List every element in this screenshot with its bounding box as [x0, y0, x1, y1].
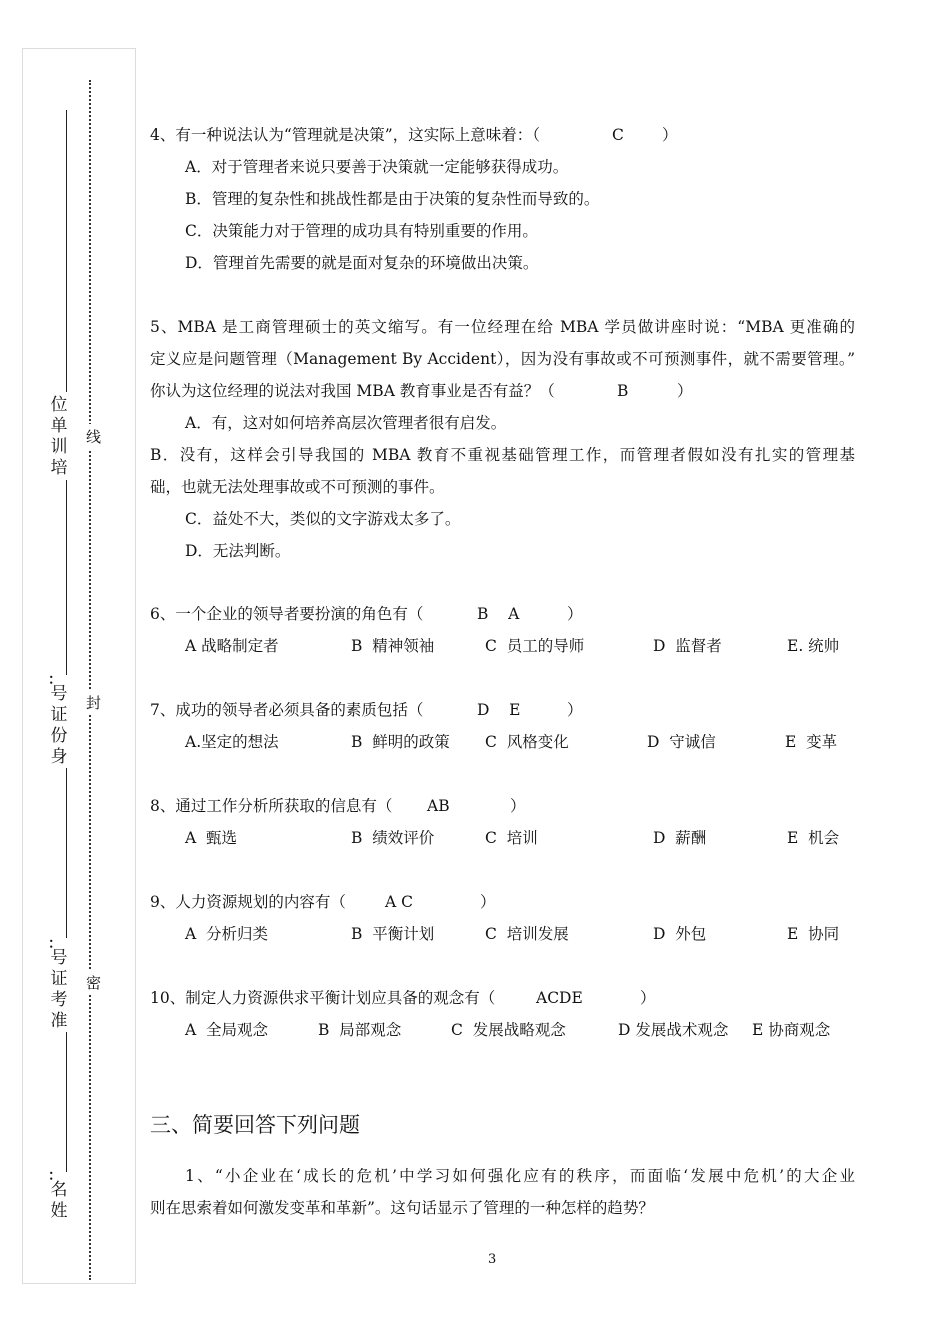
- close-paren: ）: [567, 701, 583, 719]
- exam-number-label: [47, 948, 71, 1032]
- question-9-stem: [150, 892, 496, 912]
- binding-margin: [22, 48, 136, 1284]
- margin-label-char: 名: [50, 1180, 68, 1200]
- close-paren: ）: [567, 605, 583, 623]
- choice-e: E 机会: [787, 829, 840, 847]
- choice-b: B 绩效评价: [351, 829, 435, 847]
- choice-a: A 战略制定者: [185, 637, 279, 655]
- choice-b: B 局部观念: [318, 1021, 402, 1039]
- answer: D E: [477, 701, 521, 719]
- choice-e: E 变革: [785, 733, 838, 751]
- question-5-line-2: 定义应是问题管理（Management By Accident），因为没有事故或不可预测事件，就不需要管理。”: [150, 350, 855, 368]
- question-stem: 6、一个企业的领导者要扮演的角色有（: [150, 605, 424, 623]
- question-4-option-c: C．决策能力对于管理的成功具有特别重要的作用。: [185, 222, 538, 240]
- margin-rule: [66, 110, 67, 392]
- choice-a: A 分析归类: [185, 925, 269, 943]
- margin-label-char: 位: [50, 395, 68, 415]
- choice-c: C 发展战略观念: [451, 1021, 566, 1039]
- close-paren: ）: [640, 989, 656, 1007]
- question-5-option-b-line-1: B．没有，这样会引导我国的 MBA 教育不重视基础管理工作，而管理者假如没有扎实的管理基: [150, 446, 855, 464]
- colon-mark: ：: [48, 672, 62, 688]
- question-4-option-a: A．对于管理者来说只要善于决策就一定能够获得成功。: [185, 158, 569, 176]
- choice-d: D 外包: [653, 925, 707, 943]
- question-8-stem: [150, 796, 526, 816]
- section-3-title: 三、简要回答下列问题: [150, 1113, 360, 1137]
- question-4-stem: [150, 125, 678, 145]
- question-stem: 7、成功的领导者必须具备的素质包括（: [150, 701, 424, 719]
- question-4-option-d: D．管理首先需要的就是面对复杂的环境做出决策。: [185, 254, 539, 272]
- section-3-question-1-line-2: 则在思索着如何激发变革和革新”。这句话显示了管理的一种怎样的趋势？: [150, 1199, 654, 1217]
- page-number: 3: [488, 1252, 497, 1267]
- choice-c: C 员工的导师: [485, 637, 585, 655]
- close-paren: ）: [510, 797, 526, 815]
- margin-label-char: 准: [50, 1011, 68, 1031]
- question-stem: 10、制定人力资源供求平衡计划应具备的观念有（: [150, 989, 496, 1007]
- cut-mark-line: 线: [86, 424, 101, 449]
- choice-c: C 风格变化: [485, 733, 569, 751]
- close-paren: ）: [662, 126, 678, 144]
- question-7-stem: [150, 700, 583, 720]
- question-6-stem: [150, 604, 583, 624]
- unit-label: [47, 395, 71, 479]
- question-stem: 4、有一种说法认为“管理就是决策”，这实际上意味着：（: [150, 126, 540, 144]
- choice-b: B 鲜明的政策: [351, 733, 450, 751]
- margin-label-char: 号: [50, 684, 68, 704]
- choice-b: B 平衡计划: [351, 925, 435, 943]
- question-5-line-3: [150, 381, 693, 401]
- choice-d: D 发展战术观念: [618, 1021, 729, 1039]
- choice-c: C 培训发展: [485, 925, 569, 943]
- margin-label-char: 训: [50, 437, 68, 457]
- question-stem: 9、人力资源规划的内容有（: [150, 893, 346, 911]
- margin-rule: [66, 480, 67, 675]
- question-5-line-1: 5、MBA 是工商管理硕士的英文缩写。有一位经理在给 MBA 学员做讲座时说：“MBA 更准确的: [150, 318, 855, 336]
- choice-d: D 监督者: [653, 637, 722, 655]
- choice-d: D 薪酬: [653, 829, 707, 847]
- answer: AB: [427, 797, 450, 815]
- choice-e: E 协商观念: [752, 1021, 831, 1039]
- choice-a: A 全局观念: [185, 1021, 269, 1039]
- choice-a: A.坚定的想法: [185, 733, 279, 751]
- id-number-label: [47, 684, 71, 768]
- question-5-option-c: C．益处不大，类似的文字游戏太多了。: [185, 510, 461, 528]
- cut-mark-seal: 封: [86, 690, 101, 715]
- colon-mark: ：: [48, 936, 62, 952]
- question-5-option-a: A．有，这对如何培养高层次管理者很有启发。: [185, 414, 507, 432]
- margin-label-char: 考: [50, 990, 68, 1010]
- choice-e: E 协同: [787, 925, 840, 943]
- answer: B A: [477, 605, 520, 623]
- margin-label-char: 号: [50, 948, 68, 968]
- margin-label-char: 证: [50, 705, 68, 725]
- answer: C: [612, 126, 624, 144]
- margin-rule: [66, 1032, 67, 1172]
- question-4-option-b: B．管理的复杂性和挑战性都是由于决策的复杂性而导致的。: [185, 190, 600, 208]
- margin-label-char: 培: [50, 458, 68, 478]
- margin-label-char: 单: [50, 416, 68, 436]
- answer: A C: [385, 893, 413, 911]
- close-paren: ）: [480, 893, 496, 911]
- colon-mark: ：: [48, 1168, 62, 1184]
- choice-b: B 精神领袖: [351, 637, 435, 655]
- margin-label-char: 证: [50, 969, 68, 989]
- close-paren: ）: [677, 382, 693, 400]
- question-5-option-d: D．无法判断。: [185, 542, 291, 560]
- section-3-question-1-line-1: 1、“小企业在‘成长的危机’中学习如何强化应有的秩序，而面临‘发展中危机’的大企业: [185, 1167, 855, 1185]
- answer: B: [617, 382, 629, 400]
- choice-c: C 培训: [485, 829, 538, 847]
- margin-rule: [66, 768, 67, 938]
- binding-dotted-line: [89, 80, 91, 1280]
- cut-mark-secret: 密: [86, 970, 101, 995]
- margin-label-char: 份: [50, 726, 68, 746]
- choice-a: A 甄选: [185, 829, 238, 847]
- choice-d: D 守诚信: [647, 733, 716, 751]
- question-stem: 你认为这位经理的说法对我国 MBA 教育事业是否有益？（: [150, 382, 555, 400]
- margin-label-char: 身: [50, 747, 68, 767]
- question-10-stem: [150, 988, 656, 1008]
- choice-e: E. 统帅: [787, 637, 840, 655]
- question-5-option-b-line-2: 础，也就无法处理事故或不可预测的事件。: [150, 478, 445, 496]
- name-label: [47, 1180, 71, 1222]
- margin-label-char: 姓: [50, 1201, 68, 1221]
- answer: ACDE: [536, 989, 583, 1007]
- question-stem: 8、通过工作分析所获取的信息有（: [150, 797, 393, 815]
